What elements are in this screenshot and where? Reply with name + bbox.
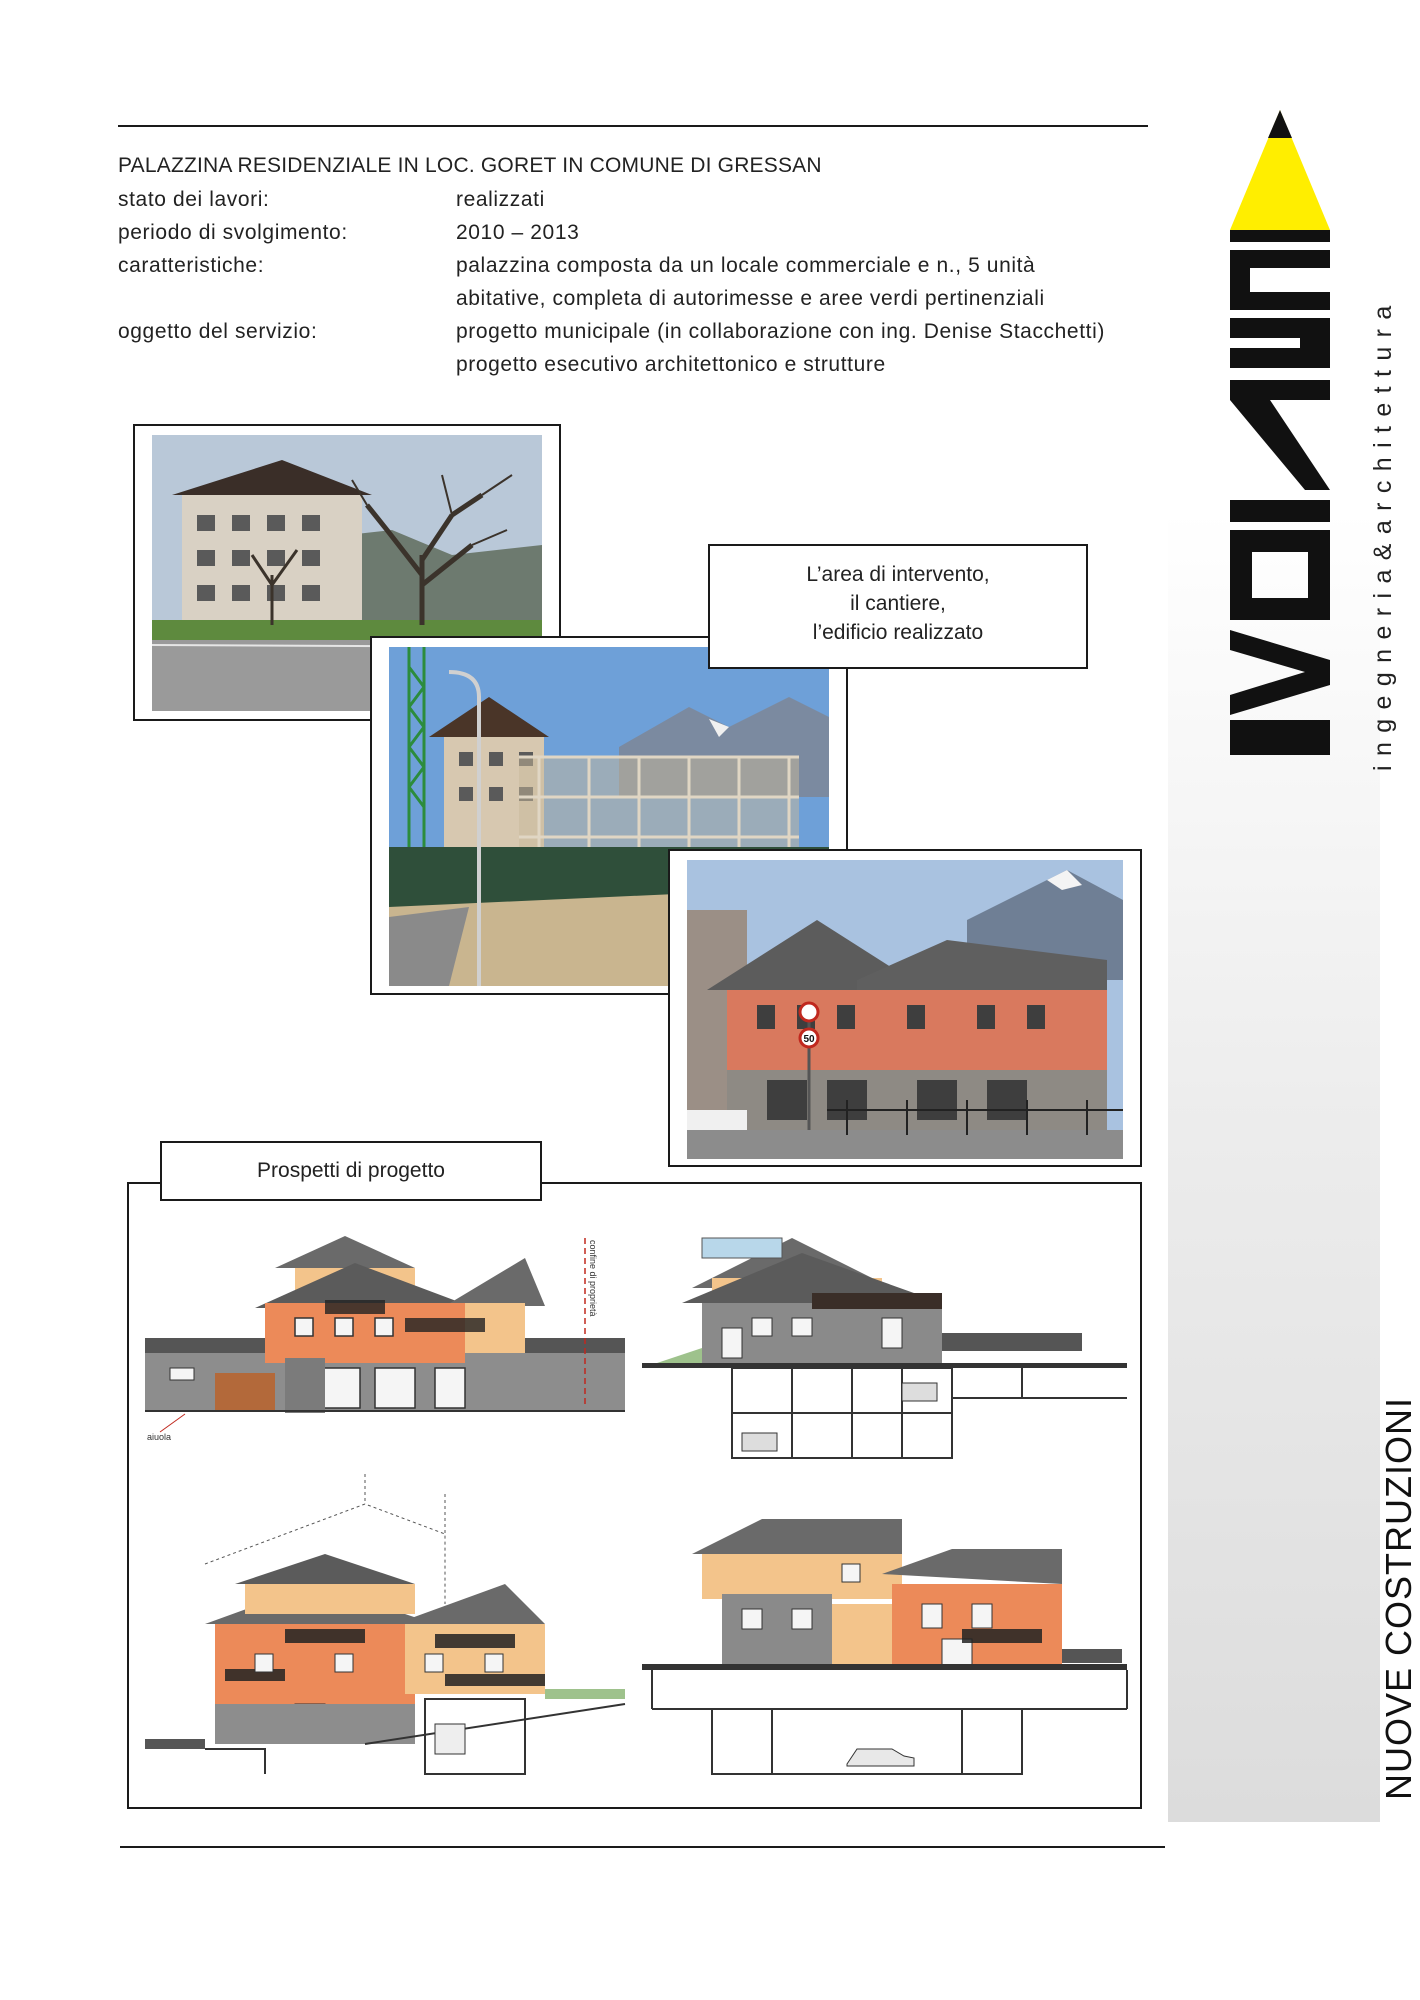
top-rule <box>118 125 1148 127</box>
photos-caption-line-1: L’area di intervento, <box>806 563 990 586</box>
logo-tagline: ingegneria&architettura <box>1369 296 1397 771</box>
photo-finished-frame <box>668 849 1142 1167</box>
info-value-oggetto-2: progetto esecutivo architettonico e strutture <box>456 353 886 376</box>
info-label-stato: stato dei lavori: <box>118 188 270 211</box>
boundary-label: confine di proprietà <box>588 1240 598 1317</box>
photos-caption-line-3: l’edificio realizzato <box>812 621 984 644</box>
info-value-periodo: 2010 – 2013 <box>456 221 580 244</box>
elevation-side-section <box>642 1218 1127 1478</box>
photo-finished <box>687 860 1123 1159</box>
logo-pencil-icon <box>1210 100 1340 770</box>
info-value-caratteristiche-2: abitative, completa di autorimesse e aree verdi pertinenziali <box>456 287 1045 310</box>
planter-label: aiuola <box>147 1432 172 1442</box>
bottom-rule <box>120 1846 1165 1848</box>
elevation-rear <box>145 1474 625 1774</box>
info-value-caratteristiche-1: palazzina composta da un locale commerciale e n., 5 unità <box>456 254 1036 277</box>
elevation-front <box>145 1218 625 1448</box>
info-value-oggetto-1: progetto municipale (in collaborazione con ing. Denise Stacchetti) <box>456 320 1105 343</box>
project-title: PALAZZINA RESIDENZIALE IN LOC. GORET IN COMUNE DI GRESSAN <box>118 154 822 177</box>
info-label-caratteristiche: caratteristiche: <box>118 254 265 277</box>
photos-caption-line-2: il cantiere, <box>850 592 946 615</box>
drawings-frame <box>127 1182 1142 1809</box>
drawings-caption: Prospetti di progetto <box>160 1141 542 1201</box>
speed-sign-text: 50 <box>803 1034 815 1045</box>
info-value-stato: realizzati <box>456 188 545 211</box>
elevation-opposite-section <box>642 1494 1127 1784</box>
section-label: NUOVE COSTRUZIONI <box>1378 1396 1419 1800</box>
info-label-periodo: periodo di svolgimento: <box>118 221 348 244</box>
photos-caption <box>708 544 1088 669</box>
info-label-oggetto: oggetto del servizio: <box>118 320 318 343</box>
